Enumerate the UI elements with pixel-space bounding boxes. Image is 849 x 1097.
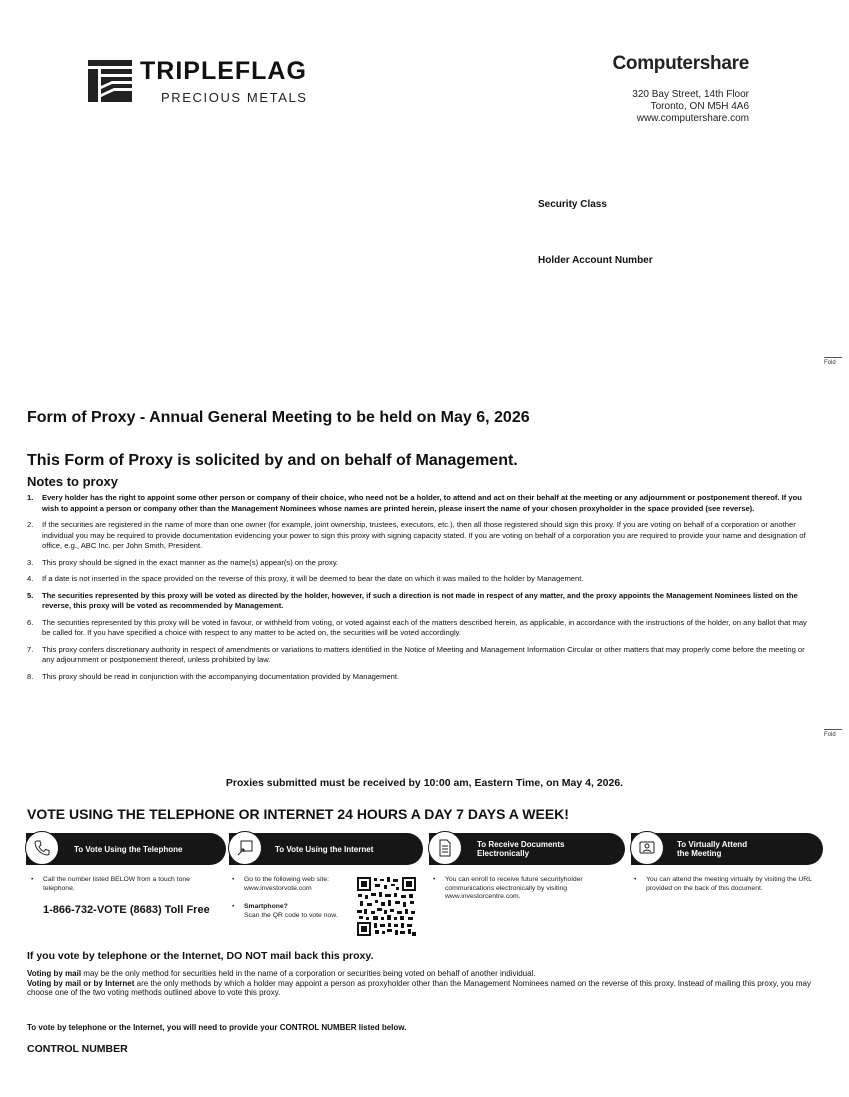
note-text: This proxy should be read in conjunction with the accompanying documentation provided by Management. (42, 671, 400, 681)
brand-title: TRIPLEFLAG (140, 57, 307, 85)
no-mail-notice: If you vote by telephone or the Internet, DO NOT mail back this proxy. (27, 950, 374, 962)
electronic-instruction: • You can enroll to receive future securityholder communications electronically by visiting www.investorcentre.com. (433, 876, 583, 900)
virtual-attendee-icon (630, 831, 664, 865)
solicited-heading: This Form of Proxy is solicited by and on behalf of Management. (27, 452, 518, 469)
list-item (27, 493, 817, 514)
note-text: If the securities are registered in the name of more than one owner (for example, joint ownership, trustees, executors, etc.), then all those registered should sign this proxy. If you are voting on behalf of a corporation or another individual you may be required to provide documentation evidencing your power to sign this proxy with signing capacity stated. If you are voting on behalf of a corporation you are required to provide your name and designation of office, e.g., ABC Inc. per John Smith, President. (42, 520, 806, 550)
note-number: 7. (27, 644, 34, 654)
note-text: This proxy confers discretionary authority in respect of amendments or variations to matters identified in the Notice of Meeting and Management Information Circular or other matters that may properly come before the meeting or any adjournment or postponement thereof, unless prohibited by law. (42, 644, 805, 664)
list-item (27, 618, 817, 639)
mail-text: may be the only method for securities held in the name of a corporation or securities being voted on behalf of another individual. (81, 969, 536, 978)
note-number: 6. (27, 617, 34, 627)
title-line: To Virtually Attend (677, 840, 748, 849)
vote-heading: VOTE USING THE TELEPHONE OR INTERNET 24 HOURS A DAY 7 DAYS A WEEK! (27, 806, 569, 822)
deadline-notice: Proxies submitted must be received by 10:00 am, Eastern Time, on May 4, 2026. (225, 777, 624, 789)
telephone-method-title: To Vote Using the Telephone (74, 844, 183, 854)
internet-method-header (229, 833, 423, 865)
instruction-text: Go to the following web site: www.investorvote.com (244, 876, 330, 892)
title-line: Electronically (477, 849, 530, 858)
toll-free-number: 1-866-732-VOTE (8683) Toll Free (43, 904, 210, 916)
control-number-label: CONTROL NUMBER (27, 1043, 128, 1055)
agent-address (560, 89, 749, 125)
note-number: 2. (27, 520, 34, 529)
phone-icon (25, 831, 59, 865)
mail-internet-lead: Voting by mail or by Internet (27, 978, 135, 988)
electronic-method-title (477, 833, 564, 865)
list-item (27, 574, 817, 585)
title-line: To Receive Documents (477, 840, 565, 849)
instruction-text: Call the number listed BELOW from a touch tone telephone. (43, 876, 190, 892)
document-icon (428, 831, 462, 865)
instruction-text: You can attend the meeting virtually by visiting the URL provided on the back of this document. (646, 876, 812, 892)
smartphone-title: Smartphone? (244, 903, 288, 910)
mail-lead: Voting by mail (27, 969, 82, 978)
brand-subtitle: PRECIOUS METALS (161, 90, 308, 105)
list-item (27, 558, 817, 569)
tripleflag-logo-icon (88, 60, 132, 102)
internet-instruction: • Go to the following web site: www.investorvote.com (232, 876, 330, 892)
address-line: 320 Bay Street, 14th Floor (632, 89, 749, 100)
touch-screen-icon (228, 831, 262, 865)
form-title: Form of Proxy - Annual General Meeting to be held on May 6, 2026 (27, 409, 530, 426)
address-line: Toronto, ON M5H 4A6 (650, 101, 749, 112)
internet-method-title: To Vote Using the Internet (275, 844, 374, 854)
fold-mark: Fold (824, 357, 842, 366)
note-text: The securities represented by this proxy will be voted as directed by the holder, however, if such a direction is not made in respect of any matter, and the proxy appoints the Management Nominees listed on the reverse, this proxy will be voted as recommended by Management. (42, 590, 798, 610)
telephone-method-header (26, 833, 226, 865)
note-text: This proxy should be signed in the exact manner as the name(s) appear(s) on the proxy. (42, 557, 339, 567)
note-number: 3. (27, 557, 34, 567)
security-class-label: Security Class (538, 199, 607, 210)
control-number-instruction: To vote by telephone or the Internet, you will need to provide your CONTROL NUMBER listed below. (27, 1023, 407, 1032)
list-item (27, 520, 817, 552)
note-text: If a date is not inserted in the space provided on the reverse of this proxy, it will be deemed to bear the date on which it was mailed to the holder by Management. (42, 574, 584, 583)
smartphone-instruction: • Smartphone? Scan the QR code to vote now. (232, 903, 338, 919)
holder-account-label: Holder Account Number (538, 255, 653, 266)
list-item (27, 672, 817, 683)
note-number: 1. (27, 493, 34, 502)
mail-internet-text: are the only methods by which a holder may appoint a person as proxyholder other than the Management Nominees named on the reverse of this proxy. Instead of mailing this proxy, you may choose one of the two voting methods outlined above to vote this proxy. (27, 978, 811, 997)
list-item (27, 645, 817, 666)
agent-name: Computershare (612, 53, 749, 74)
note-text: Every holder has the right to appoint some other person or company of their choice, who need not be a holder, to attend and act on their behalf at the meeting or any adjournment or postponement thereof. If you wish to appoint a person or company other than the Management Nominees whose names are printed herein, please insert the name of your chosen proxyholder in the space provided (see reverse). (42, 493, 802, 513)
instruction-text: You can enroll to receive future securityholder communications electronically by visiting www.investorcentre.com. (445, 876, 583, 900)
fold-mark: Fold (824, 729, 842, 738)
address-line: www.computershare.com (636, 113, 749, 124)
virtual-method-header (631, 833, 823, 865)
mail-voting-paragraph (27, 969, 817, 998)
note-number: 5. (27, 590, 34, 600)
list-item (27, 591, 817, 612)
notes-heading: Notes to proxy (27, 474, 119, 489)
telephone-instruction: • Call the number listed BELOW from a touch tone telephone. (31, 876, 190, 892)
virtual-instruction: • You can attend the meeting virtually by visiting the URL provided on the back of this document. (634, 876, 812, 892)
note-text: The securities represented by this proxy will be voted in favour, or withheld from voting, or voted against each of the matters described herein, as applicable, in accordance with the instructions of the holder, on any ballot that may be called for. If you have specified a choice with respect to any matter to be acted on, the securities will be voted accordingly. (42, 617, 807, 637)
virtual-method-title (677, 833, 747, 865)
instruction-text: Scan the QR code to vote now. (244, 911, 338, 919)
qr-code-icon[interactable] (357, 877, 416, 936)
note-number: 4. (27, 574, 34, 583)
title-line: the Meeting (677, 849, 722, 858)
computershare-logo (612, 53, 749, 75)
electronic-method-header (429, 833, 625, 865)
notes-list (27, 493, 817, 688)
note-number: 8. (27, 671, 34, 681)
